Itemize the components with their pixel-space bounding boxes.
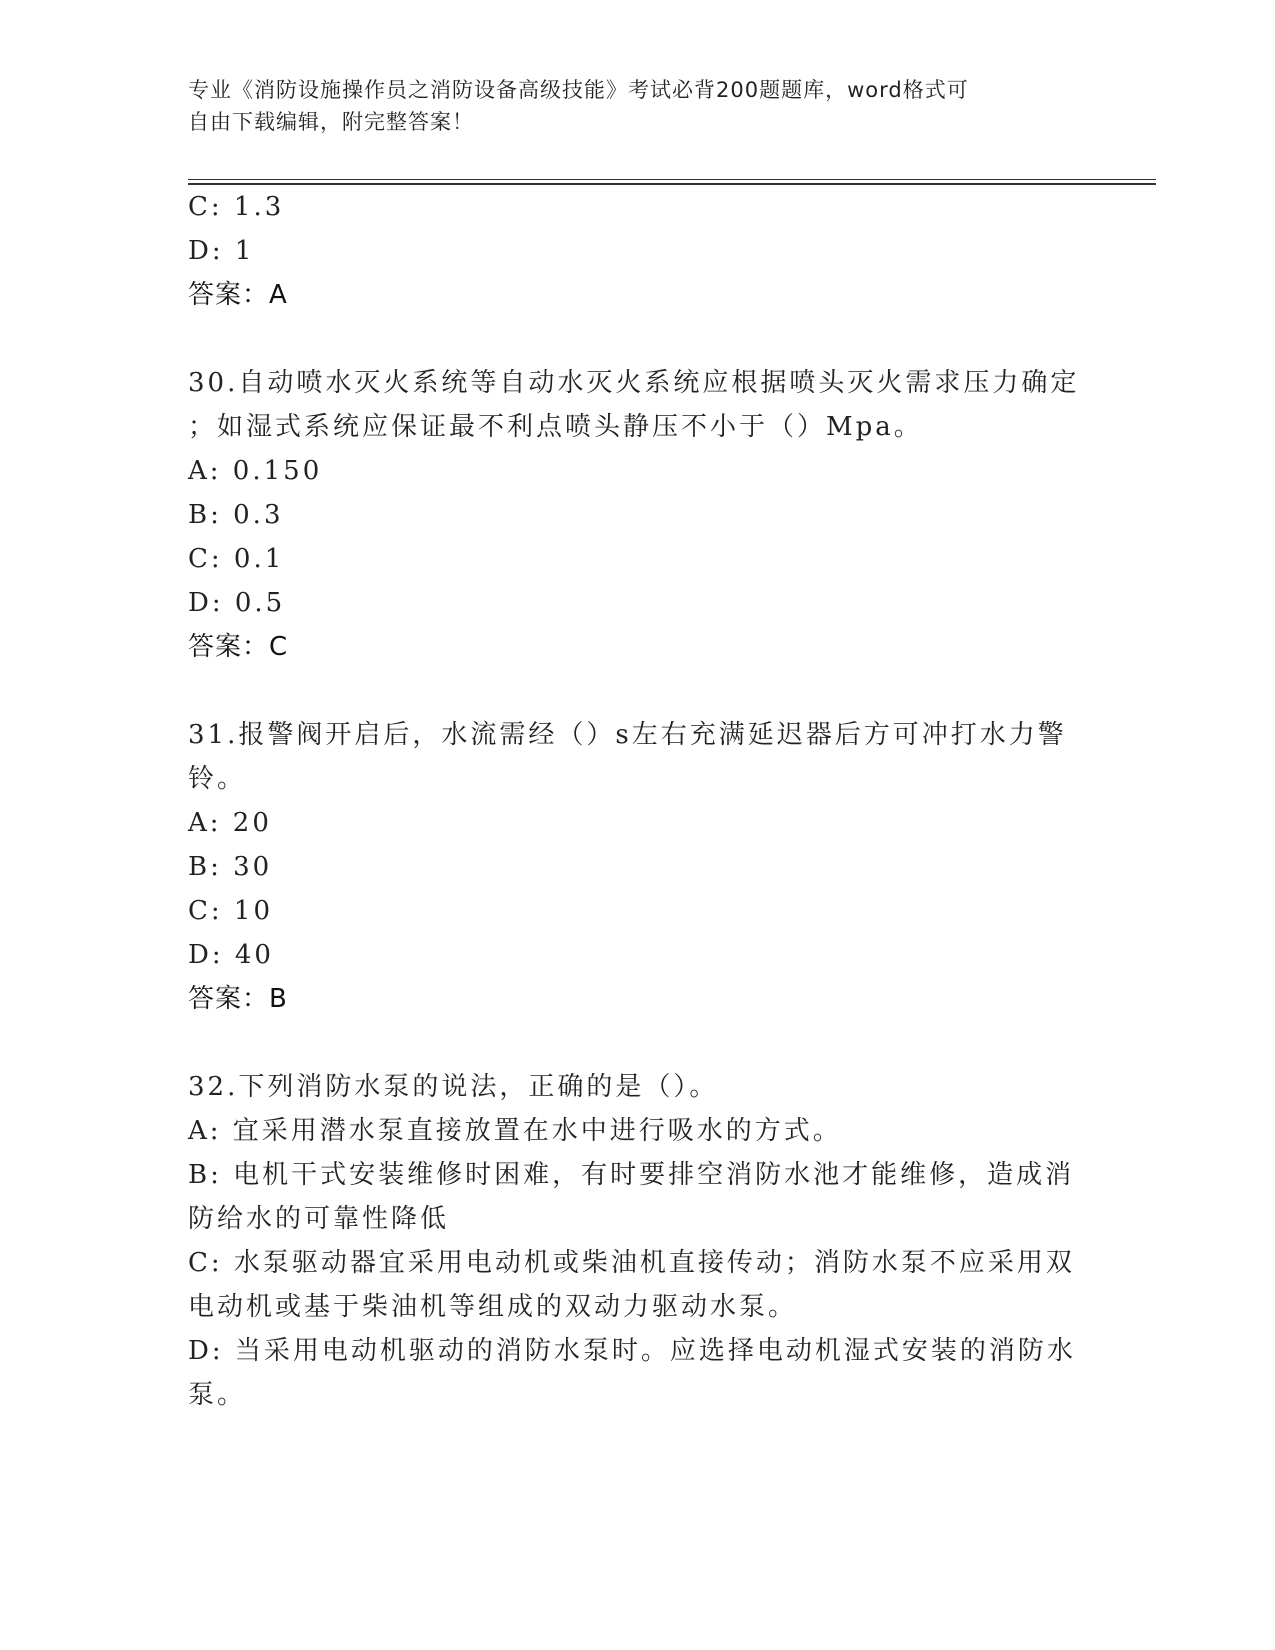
header-line-2: 自由下载编辑，附完整答案！	[188, 110, 474, 134]
q31-answer: 答案：B	[188, 984, 288, 1014]
q31-option-a: A: 20	[188, 808, 272, 838]
q31-option-b: B: 30	[188, 852, 273, 882]
prev-option-d: D: 1	[188, 236, 255, 266]
q30-option-d: D: 0.5	[188, 588, 286, 618]
header-line-1: 专业《消防设施操作员之消防设备高级技能》考试必背200题题库，word格式可	[188, 78, 969, 102]
q32-option-d-line-2: 泵。	[188, 1380, 247, 1410]
q30-answer: 答案：C	[188, 632, 289, 662]
q32-option-d-line-1: D: 当采用电动机驱动的消防水泵时。应选择电动机湿式安装的消防水	[188, 1336, 1076, 1366]
q32-stem-line-1: 32.下列消防水泵的说法，正确的是（）。	[188, 1072, 719, 1102]
q31-stem-line-1: 31.报警阀开启后，水流需经（）s左右充满延迟器后方可冲打水力警	[188, 720, 1067, 750]
document-header	[188, 74, 1088, 138]
q31-stem-line-2: 铃。	[188, 764, 247, 794]
q32-option-c-line-2: 电动机或基于柴油机等组成的双动力驱动水泵。	[188, 1292, 798, 1322]
q32-option-b-line-2: 防给水的可靠性降低	[188, 1204, 450, 1234]
q32-option-c-line-1: C: 水泵驱动器宜采用电动机或柴油机直接传动；消防水泵不应采用双	[188, 1248, 1075, 1278]
q32-option-b-line-1: B: 电机干式安装维修时困难，有时要排空消防水池才能维修，造成消	[188, 1160, 1075, 1190]
q32-option-a: A: 宜采用潜水泵直接放置在水中进行吸水的方式。	[188, 1116, 842, 1146]
q31-option-d: D: 40	[188, 940, 274, 970]
header-divider-thin	[188, 179, 1156, 180]
prev-option-c: C: 1.3	[188, 192, 285, 222]
q30-option-a: A: 0.150	[188, 456, 323, 486]
header-divider-thick	[188, 183, 1156, 185]
q31-option-c: C: 10	[188, 896, 274, 926]
q30-option-b: B: 0.3	[188, 500, 284, 530]
q30-stem-line-1: 30.自动喷水灭火系统等自动水灭火系统应根据喷头灭火需求压力确定	[188, 368, 1080, 398]
q30-stem-line-2: ；如湿式系统应保证最不利点喷头静压不小于（）Mpa。	[188, 412, 923, 442]
prev-answer: 答案：A	[188, 280, 288, 310]
q30-option-c: C: 0.1	[188, 544, 285, 574]
